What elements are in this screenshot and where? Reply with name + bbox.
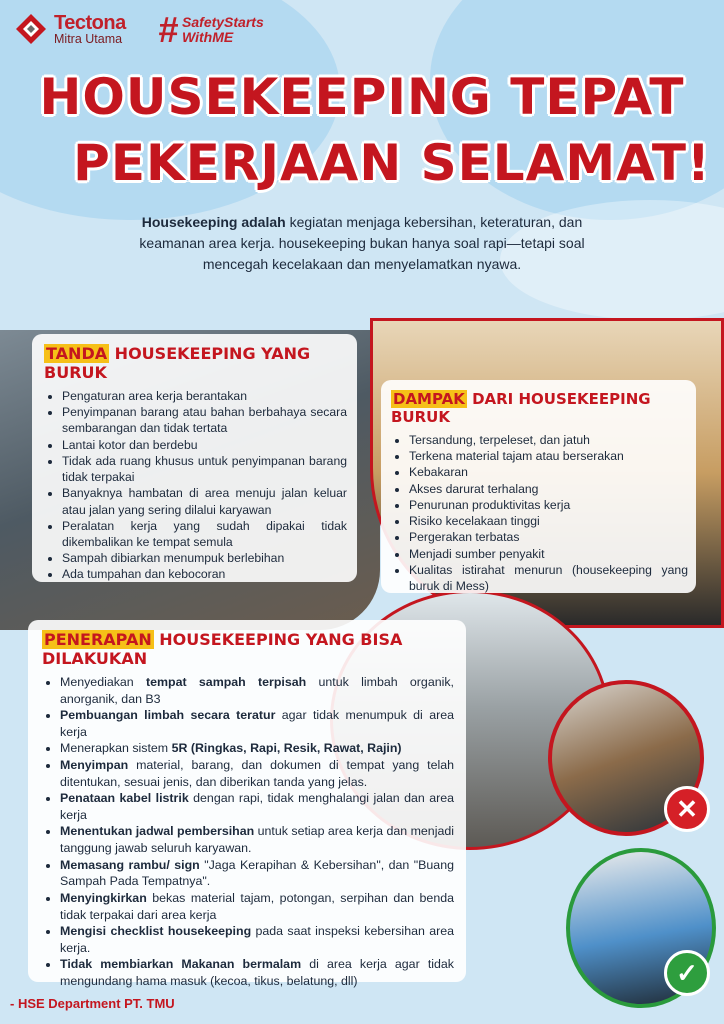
impact-title: DARI HOUSEKEEPING BURUK [391,390,651,426]
list-item: • Kebakaran [409,464,688,480]
check-badge-icon: ✓ [664,950,710,996]
list-item: • Penataan kabel listrik dengan rapi, tidak menghalangi jalan dan area kerja [60,790,454,823]
list-item: • Pergerakan terbatas [409,529,688,545]
hashtag-line1: SafetyStarts [182,14,264,31]
list-item: • Memasang rambu/ sign "Jaga Kerapihan & Kebersihan", dan "Buang Sampah Pada Tempatnya". [60,857,454,890]
bad-signs-title: HOUSEKEEPING YANG BURUK [44,344,311,382]
list-item: • Terkena material tajam atau berserakan [409,448,688,464]
list-item: • Sampah dibiarkan menumpuk berlebihan [62,550,347,566]
list-item: • Penurunan produktivitas kerja [409,497,688,513]
list-item: • Menyingkirkan bekas material tajam, potongan, serpihan dan benda tidak terpakai dari area kerja [60,890,454,923]
list-item: • Ada tumpahan dan kebocoran [62,566,347,582]
list-item: • Risiko kecelakaan tinggi [409,513,688,529]
intro-paragraph [112,212,612,275]
hashtag-line2: WithME [182,29,234,45]
list-item: • Banyaknya hambatan di area menuju jalan keluar atau jalan yang sering dilalui karyawan [62,485,347,517]
list-item: • Pembuangan limbah secara teratur agar tidak menumpuk di area kerja [60,707,454,740]
brand-sub: Mitra Utama [54,31,123,46]
apply-highlight: PENERAPAN [44,630,152,649]
wrong-badge-icon: ✕ [664,786,710,832]
list-item: • Penyimpanan barang atau bahan berbahaya secara sembarangan dan tidak tertata [62,404,347,436]
bad-signs-card [32,334,357,582]
list-item: • Kualitas istirahat menurun (housekeeping yang buruk di Mess) [409,562,688,594]
list-item: • Menyediakan tempat sampah terpisah untuk limbah organik, anorganik, dan B3 [60,674,454,707]
list-item: • Peralatan kerja yang sudah dipakai tidak dikembalikan ke tempat semula [62,518,347,550]
impact-list [391,432,688,594]
page-title-line2: PEKERJAAN SELAMAT! [73,134,711,192]
impact-card [381,380,696,593]
brand-name: Tectona [54,11,126,34]
list-item: • Pengaturan area kerja berantakan [62,388,347,404]
list-item: • Tersandung, terpeleset, dan jatuh [409,432,688,448]
bad-signs-list [44,388,347,583]
list-item: • Menerapkan sistem 5R (Ringkas, Rapi, Resik, Rawat, Rajin) [60,740,454,757]
list-item: • Tidak membiarkan Makanan bermalam di area kerja agar tidak mengundang hama masuk (kecoa, tikus, belatung, dll) [60,956,454,989]
bad-signs-heading [44,344,347,382]
hashtag [158,9,264,50]
intro-text: kegiatan menjaga kebersihan, keteraturan, dan keamanan area kerja. housekeeping bukan hanya soal rapi—tetapi soal mencegah kecelakaan dan menyelamatkan nyawa. [139,214,585,272]
hashtag-symbol: # [158,9,179,50]
list-item: • Akses darurat terhalang [409,481,688,497]
list-item: • Tidak ada ruang khusus untuk penyimpanan barang tidak terpakai [62,453,347,485]
intro-bold: Housekeeping adalah [141,214,286,230]
list-item: • Mengisi checklist housekeeping pada saat inspeksi kebersihan area kerja. [60,923,454,956]
list-item: • Menjadi sumber penyakit [409,546,688,562]
apply-card [28,620,466,988]
page-title-line1: HOUSEKEEPING TEPAT [39,68,685,126]
list-item: • Menyimpan material, barang, dan dokumen di tempat yang telah ditentukan, sesuai jenis, dan diberikan tanda yang jelas. [60,757,454,790]
apply-heading [42,630,454,668]
impact-heading [391,390,688,426]
list-item: • Menentukan jadwal pembersihan untuk setiap area kerja dan menjadi tanggung jawab seluruh karyawan. [60,823,454,856]
tectona-logo-icon [14,12,48,46]
apply-list [42,674,454,990]
impact-highlight: DAMPAK [393,390,465,408]
apply-title: HOUSEKEEPING YANG BISA DILAKUKAN [42,630,403,668]
brand-logo [14,12,126,46]
footer-credit: - HSE Department PT. TMU [10,996,175,1011]
list-item: • Lantai kotor dan berdebu [62,437,347,453]
bad-signs-highlight: TANDA [46,344,108,363]
